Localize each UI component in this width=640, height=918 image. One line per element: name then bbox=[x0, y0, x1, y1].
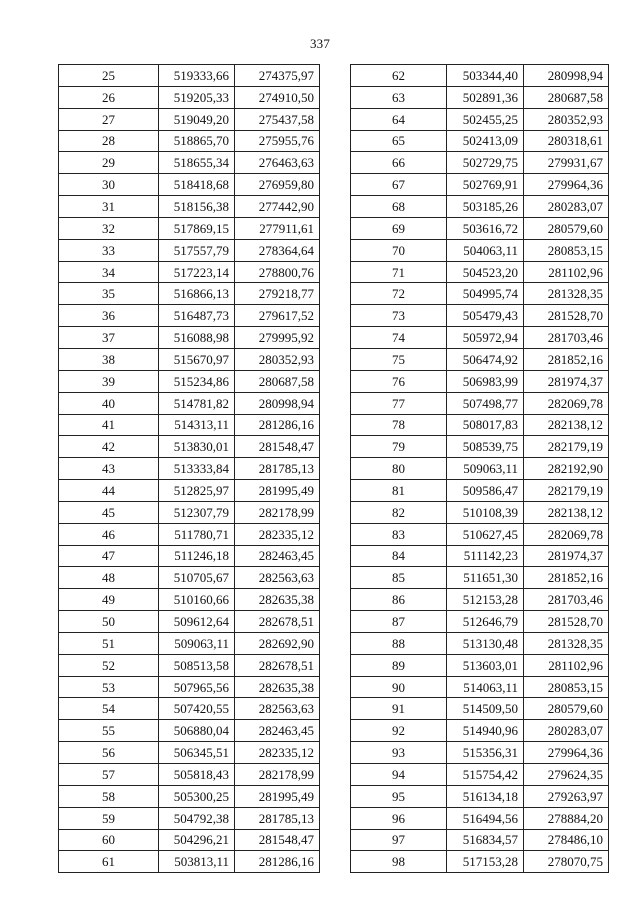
point-number-cell: 25 bbox=[59, 65, 159, 87]
point-number-cell: 61 bbox=[59, 851, 159, 873]
point-number-cell: 43 bbox=[59, 458, 159, 480]
point-number-cell: 67 bbox=[351, 174, 447, 196]
table-row bbox=[351, 501, 609, 523]
table-row bbox=[59, 108, 320, 130]
point-number-cell: 27 bbox=[59, 108, 159, 130]
y-coordinate-cell: 278364,64 bbox=[235, 239, 320, 261]
table-row bbox=[351, 742, 609, 764]
x-coordinate-cell: 515234,86 bbox=[159, 370, 235, 392]
x-coordinate-cell: 505818,43 bbox=[159, 764, 235, 786]
x-coordinate-cell: 511246,18 bbox=[159, 545, 235, 567]
x-coordinate-cell: 514509,50 bbox=[447, 698, 524, 720]
table-row bbox=[351, 545, 609, 567]
x-coordinate-cell: 517869,15 bbox=[159, 217, 235, 239]
point-number-cell: 74 bbox=[351, 327, 447, 349]
y-coordinate-cell: 282635,38 bbox=[235, 676, 320, 698]
table-row bbox=[59, 589, 320, 611]
point-number-cell: 32 bbox=[59, 217, 159, 239]
table-row bbox=[351, 764, 609, 786]
point-number-cell: 41 bbox=[59, 414, 159, 436]
x-coordinate-cell: 513603,01 bbox=[447, 654, 524, 676]
y-coordinate-cell: 282138,12 bbox=[524, 501, 609, 523]
x-coordinate-cell: 515356,31 bbox=[447, 742, 524, 764]
y-coordinate-cell: 282138,12 bbox=[524, 414, 609, 436]
y-coordinate-cell: 282335,12 bbox=[235, 523, 320, 545]
y-coordinate-cell: 278884,20 bbox=[524, 807, 609, 829]
y-coordinate-cell: 279624,35 bbox=[524, 764, 609, 786]
table-row bbox=[351, 720, 609, 742]
y-coordinate-cell: 275437,58 bbox=[235, 108, 320, 130]
y-coordinate-cell: 282069,78 bbox=[524, 523, 609, 545]
point-number-cell: 50 bbox=[59, 611, 159, 633]
point-number-cell: 89 bbox=[351, 654, 447, 676]
x-coordinate-cell: 509612,64 bbox=[159, 611, 235, 633]
point-number-cell: 81 bbox=[351, 480, 447, 502]
x-coordinate-cell: 512307,79 bbox=[159, 501, 235, 523]
table-row bbox=[351, 523, 609, 545]
x-coordinate-cell: 505300,25 bbox=[159, 785, 235, 807]
table-row bbox=[351, 698, 609, 720]
table-row bbox=[59, 305, 320, 327]
point-number-cell: 76 bbox=[351, 370, 447, 392]
table-row bbox=[351, 436, 609, 458]
y-coordinate-cell: 282563,63 bbox=[235, 567, 320, 589]
point-number-cell: 63 bbox=[351, 86, 447, 108]
y-coordinate-cell: 280853,15 bbox=[524, 676, 609, 698]
y-coordinate-cell: 282692,90 bbox=[235, 632, 320, 654]
point-number-cell: 59 bbox=[59, 807, 159, 829]
point-number-cell: 51 bbox=[59, 632, 159, 654]
y-coordinate-cell: 282178,99 bbox=[235, 764, 320, 786]
y-coordinate-cell: 279964,36 bbox=[524, 174, 609, 196]
point-number-cell: 58 bbox=[59, 785, 159, 807]
x-coordinate-cell: 519333,66 bbox=[159, 65, 235, 87]
x-coordinate-cell: 507965,56 bbox=[159, 676, 235, 698]
y-coordinate-cell: 280318,61 bbox=[524, 130, 609, 152]
x-coordinate-cell: 504296,21 bbox=[159, 829, 235, 851]
x-coordinate-cell: 516088,98 bbox=[159, 327, 235, 349]
point-number-cell: 52 bbox=[59, 654, 159, 676]
x-coordinate-cell: 518156,38 bbox=[159, 196, 235, 218]
x-coordinate-cell: 517223,14 bbox=[159, 261, 235, 283]
y-coordinate-cell: 281785,13 bbox=[235, 807, 320, 829]
y-coordinate-cell: 280579,60 bbox=[524, 698, 609, 720]
x-coordinate-cell: 503813,11 bbox=[159, 851, 235, 873]
x-coordinate-cell: 516487,73 bbox=[159, 305, 235, 327]
y-coordinate-cell: 282069,78 bbox=[524, 392, 609, 414]
point-number-cell: 30 bbox=[59, 174, 159, 196]
point-number-cell: 26 bbox=[59, 86, 159, 108]
y-coordinate-cell: 279995,92 bbox=[235, 327, 320, 349]
x-coordinate-cell: 504995,74 bbox=[447, 283, 524, 305]
point-number-cell: 88 bbox=[351, 632, 447, 654]
point-number-cell: 35 bbox=[59, 283, 159, 305]
point-number-cell: 60 bbox=[59, 829, 159, 851]
point-number-cell: 78 bbox=[351, 414, 447, 436]
x-coordinate-cell: 505479,43 bbox=[447, 305, 524, 327]
table-row bbox=[59, 567, 320, 589]
point-number-cell: 91 bbox=[351, 698, 447, 720]
x-coordinate-cell: 504523,20 bbox=[447, 261, 524, 283]
table-row bbox=[351, 348, 609, 370]
x-coordinate-cell: 516494,56 bbox=[447, 807, 524, 829]
point-number-cell: 48 bbox=[59, 567, 159, 589]
x-coordinate-cell: 510160,66 bbox=[159, 589, 235, 611]
y-coordinate-cell: 281548,47 bbox=[235, 436, 320, 458]
point-number-cell: 70 bbox=[351, 239, 447, 261]
x-coordinate-cell: 503185,26 bbox=[447, 196, 524, 218]
point-number-cell: 87 bbox=[351, 611, 447, 633]
x-coordinate-cell: 516866,13 bbox=[159, 283, 235, 305]
y-coordinate-cell: 282192,90 bbox=[524, 458, 609, 480]
table-row bbox=[59, 829, 320, 851]
table-row bbox=[351, 851, 609, 873]
table-row bbox=[59, 327, 320, 349]
table-row bbox=[351, 261, 609, 283]
x-coordinate-cell: 511651,30 bbox=[447, 567, 524, 589]
table-row bbox=[59, 152, 320, 174]
x-coordinate-cell: 502729,75 bbox=[447, 152, 524, 174]
point-number-cell: 82 bbox=[351, 501, 447, 523]
y-coordinate-cell: 281785,13 bbox=[235, 458, 320, 480]
y-coordinate-cell: 282678,51 bbox=[235, 611, 320, 633]
x-coordinate-cell: 510705,67 bbox=[159, 567, 235, 589]
point-number-cell: 57 bbox=[59, 764, 159, 786]
table-row bbox=[351, 632, 609, 654]
table-row bbox=[351, 807, 609, 829]
y-coordinate-cell: 281528,70 bbox=[524, 305, 609, 327]
y-coordinate-cell: 279617,52 bbox=[235, 305, 320, 327]
table-row bbox=[59, 436, 320, 458]
table-row bbox=[351, 65, 609, 87]
table-row bbox=[351, 283, 609, 305]
x-coordinate-cell: 516834,57 bbox=[447, 829, 524, 851]
point-number-cell: 92 bbox=[351, 720, 447, 742]
point-number-cell: 54 bbox=[59, 698, 159, 720]
table-row bbox=[351, 196, 609, 218]
point-number-cell: 31 bbox=[59, 196, 159, 218]
table-row bbox=[351, 654, 609, 676]
y-coordinate-cell: 280352,93 bbox=[524, 108, 609, 130]
x-coordinate-cell: 518865,70 bbox=[159, 130, 235, 152]
point-number-cell: 86 bbox=[351, 589, 447, 611]
point-number-cell: 83 bbox=[351, 523, 447, 545]
x-coordinate-cell: 512825,97 bbox=[159, 480, 235, 502]
y-coordinate-cell: 281286,16 bbox=[235, 414, 320, 436]
x-coordinate-cell: 512646,79 bbox=[447, 611, 524, 633]
x-coordinate-cell: 516134,18 bbox=[447, 785, 524, 807]
table-row bbox=[59, 632, 320, 654]
table-row bbox=[351, 480, 609, 502]
y-coordinate-cell: 281703,46 bbox=[524, 589, 609, 611]
table-row bbox=[351, 130, 609, 152]
y-coordinate-cell: 279263,97 bbox=[524, 785, 609, 807]
x-coordinate-cell: 506983,99 bbox=[447, 370, 524, 392]
point-number-cell: 46 bbox=[59, 523, 159, 545]
y-coordinate-cell: 281102,96 bbox=[524, 654, 609, 676]
point-number-cell: 66 bbox=[351, 152, 447, 174]
y-coordinate-cell: 281548,47 bbox=[235, 829, 320, 851]
table-row bbox=[59, 261, 320, 283]
y-coordinate-cell: 276463,63 bbox=[235, 152, 320, 174]
x-coordinate-cell: 513130,48 bbox=[447, 632, 524, 654]
table-row bbox=[59, 611, 320, 633]
y-coordinate-cell: 281974,37 bbox=[524, 545, 609, 567]
y-coordinate-cell: 280687,58 bbox=[235, 370, 320, 392]
table-row bbox=[59, 545, 320, 567]
y-coordinate-cell: 280352,93 bbox=[235, 348, 320, 370]
y-coordinate-cell: 279964,36 bbox=[524, 742, 609, 764]
y-coordinate-cell: 282463,45 bbox=[235, 720, 320, 742]
x-coordinate-cell: 508539,75 bbox=[447, 436, 524, 458]
point-number-cell: 71 bbox=[351, 261, 447, 283]
y-coordinate-cell: 281995,49 bbox=[235, 785, 320, 807]
x-coordinate-cell: 515754,42 bbox=[447, 764, 524, 786]
y-coordinate-cell: 280579,60 bbox=[524, 217, 609, 239]
point-number-cell: 28 bbox=[59, 130, 159, 152]
y-coordinate-cell: 279931,67 bbox=[524, 152, 609, 174]
point-number-cell: 94 bbox=[351, 764, 447, 786]
y-coordinate-cell: 282563,63 bbox=[235, 698, 320, 720]
point-number-cell: 29 bbox=[59, 152, 159, 174]
point-number-cell: 65 bbox=[351, 130, 447, 152]
point-number-cell: 96 bbox=[351, 807, 447, 829]
page-number: 337 bbox=[309, 36, 331, 51]
table-row bbox=[59, 86, 320, 108]
table-row bbox=[351, 174, 609, 196]
table-row bbox=[59, 501, 320, 523]
table-row bbox=[59, 130, 320, 152]
y-coordinate-cell: 281328,35 bbox=[524, 632, 609, 654]
x-coordinate-cell: 518418,68 bbox=[159, 174, 235, 196]
x-coordinate-cell: 505972,94 bbox=[447, 327, 524, 349]
coordinates-table-left bbox=[58, 64, 320, 873]
table-row bbox=[59, 851, 320, 873]
coordinates-table-right bbox=[350, 64, 609, 873]
y-coordinate-cell: 282463,45 bbox=[235, 545, 320, 567]
point-number-cell: 77 bbox=[351, 392, 447, 414]
table-row bbox=[351, 414, 609, 436]
x-coordinate-cell: 504063,11 bbox=[447, 239, 524, 261]
y-coordinate-cell: 274910,50 bbox=[235, 86, 320, 108]
x-coordinate-cell: 503344,40 bbox=[447, 65, 524, 87]
x-coordinate-cell: 502455,25 bbox=[447, 108, 524, 130]
point-number-cell: 36 bbox=[59, 305, 159, 327]
point-number-cell: 75 bbox=[351, 348, 447, 370]
point-number-cell: 56 bbox=[59, 742, 159, 764]
point-number-cell: 97 bbox=[351, 829, 447, 851]
table-row bbox=[59, 698, 320, 720]
table-row bbox=[351, 327, 609, 349]
point-number-cell: 79 bbox=[351, 436, 447, 458]
x-coordinate-cell: 507420,55 bbox=[159, 698, 235, 720]
table-row bbox=[59, 65, 320, 87]
point-number-cell: 73 bbox=[351, 305, 447, 327]
x-coordinate-cell: 511780,71 bbox=[159, 523, 235, 545]
point-number-cell: 55 bbox=[59, 720, 159, 742]
table-row bbox=[59, 348, 320, 370]
point-number-cell: 40 bbox=[59, 392, 159, 414]
point-number-cell: 62 bbox=[351, 65, 447, 87]
y-coordinate-cell: 282635,38 bbox=[235, 589, 320, 611]
point-number-cell: 44 bbox=[59, 480, 159, 502]
y-coordinate-cell: 281974,37 bbox=[524, 370, 609, 392]
point-number-cell: 38 bbox=[59, 348, 159, 370]
y-coordinate-cell: 276959,80 bbox=[235, 174, 320, 196]
point-number-cell: 39 bbox=[59, 370, 159, 392]
point-number-cell: 85 bbox=[351, 567, 447, 589]
y-coordinate-cell: 282678,51 bbox=[235, 654, 320, 676]
table-row bbox=[351, 829, 609, 851]
table-row bbox=[351, 239, 609, 261]
x-coordinate-cell: 502891,36 bbox=[447, 86, 524, 108]
y-coordinate-cell: 278486,10 bbox=[524, 829, 609, 851]
y-coordinate-cell: 282178,99 bbox=[235, 501, 320, 523]
x-coordinate-cell: 503616,72 bbox=[447, 217, 524, 239]
point-number-cell: 47 bbox=[59, 545, 159, 567]
x-coordinate-cell: 514781,82 bbox=[159, 392, 235, 414]
table-row bbox=[59, 458, 320, 480]
point-number-cell: 42 bbox=[59, 436, 159, 458]
point-number-cell: 84 bbox=[351, 545, 447, 567]
point-number-cell: 80 bbox=[351, 458, 447, 480]
table-row bbox=[351, 305, 609, 327]
y-coordinate-cell: 277442,90 bbox=[235, 196, 320, 218]
x-coordinate-cell: 509063,11 bbox=[447, 458, 524, 480]
y-coordinate-cell: 277911,61 bbox=[235, 217, 320, 239]
table-row bbox=[59, 217, 320, 239]
point-number-cell: 53 bbox=[59, 676, 159, 698]
table-row bbox=[59, 523, 320, 545]
table-row bbox=[59, 283, 320, 305]
table-row bbox=[59, 807, 320, 829]
table-row bbox=[351, 86, 609, 108]
y-coordinate-cell: 280998,94 bbox=[235, 392, 320, 414]
table-row bbox=[59, 764, 320, 786]
x-coordinate-cell: 508513,58 bbox=[159, 654, 235, 676]
point-number-cell: 49 bbox=[59, 589, 159, 611]
y-coordinate-cell: 282179,19 bbox=[524, 480, 609, 502]
table-row bbox=[351, 785, 609, 807]
y-coordinate-cell: 281286,16 bbox=[235, 851, 320, 873]
y-coordinate-cell: 274375,97 bbox=[235, 65, 320, 87]
table-row bbox=[351, 458, 609, 480]
y-coordinate-cell: 275955,76 bbox=[235, 130, 320, 152]
x-coordinate-cell: 502413,09 bbox=[447, 130, 524, 152]
table-row bbox=[59, 174, 320, 196]
y-coordinate-cell: 282335,12 bbox=[235, 742, 320, 764]
table-row bbox=[351, 392, 609, 414]
x-coordinate-cell: 509586,47 bbox=[447, 480, 524, 502]
x-coordinate-cell: 510627,45 bbox=[447, 523, 524, 545]
table-row bbox=[59, 676, 320, 698]
x-coordinate-cell: 509063,11 bbox=[159, 632, 235, 654]
y-coordinate-cell: 281852,16 bbox=[524, 348, 609, 370]
point-number-cell: 98 bbox=[351, 851, 447, 873]
point-number-cell: 64 bbox=[351, 108, 447, 130]
y-coordinate-cell: 278070,75 bbox=[524, 851, 609, 873]
x-coordinate-cell: 506345,51 bbox=[159, 742, 235, 764]
table-row bbox=[351, 567, 609, 589]
point-number-cell: 90 bbox=[351, 676, 447, 698]
table-row bbox=[59, 742, 320, 764]
x-coordinate-cell: 519205,33 bbox=[159, 86, 235, 108]
x-coordinate-cell: 514940,96 bbox=[447, 720, 524, 742]
x-coordinate-cell: 517557,79 bbox=[159, 239, 235, 261]
x-coordinate-cell: 513333,84 bbox=[159, 458, 235, 480]
table-row bbox=[59, 654, 320, 676]
x-coordinate-cell: 504792,38 bbox=[159, 807, 235, 829]
point-number-cell: 95 bbox=[351, 785, 447, 807]
x-coordinate-cell: 506880,04 bbox=[159, 720, 235, 742]
table-row bbox=[59, 370, 320, 392]
point-number-cell: 93 bbox=[351, 742, 447, 764]
y-coordinate-cell: 281328,35 bbox=[524, 283, 609, 305]
table-row bbox=[59, 480, 320, 502]
point-number-cell: 33 bbox=[59, 239, 159, 261]
x-coordinate-cell: 519049,20 bbox=[159, 108, 235, 130]
x-coordinate-cell: 517153,28 bbox=[447, 851, 524, 873]
y-coordinate-cell: 281995,49 bbox=[235, 480, 320, 502]
y-coordinate-cell: 281852,16 bbox=[524, 567, 609, 589]
x-coordinate-cell: 502769,91 bbox=[447, 174, 524, 196]
x-coordinate-cell: 508017,83 bbox=[447, 414, 524, 436]
y-coordinate-cell: 278800,76 bbox=[235, 261, 320, 283]
table-row bbox=[59, 392, 320, 414]
y-coordinate-cell: 280283,07 bbox=[524, 196, 609, 218]
table-row bbox=[351, 108, 609, 130]
point-number-cell: 68 bbox=[351, 196, 447, 218]
y-coordinate-cell: 280283,07 bbox=[524, 720, 609, 742]
x-coordinate-cell: 506474,92 bbox=[447, 348, 524, 370]
y-coordinate-cell: 281703,46 bbox=[524, 327, 609, 349]
table-row bbox=[351, 589, 609, 611]
table-row bbox=[351, 611, 609, 633]
table-row bbox=[351, 370, 609, 392]
table-row bbox=[351, 152, 609, 174]
point-number-cell: 72 bbox=[351, 283, 447, 305]
y-coordinate-cell: 280998,94 bbox=[524, 65, 609, 87]
y-coordinate-cell: 280853,15 bbox=[524, 239, 609, 261]
y-coordinate-cell: 281528,70 bbox=[524, 611, 609, 633]
point-number-cell: 34 bbox=[59, 261, 159, 283]
table-row bbox=[59, 414, 320, 436]
x-coordinate-cell: 514063,11 bbox=[447, 676, 524, 698]
y-coordinate-cell: 281102,96 bbox=[524, 261, 609, 283]
x-coordinate-cell: 510108,39 bbox=[447, 501, 524, 523]
table-row bbox=[59, 785, 320, 807]
x-coordinate-cell: 507498,77 bbox=[447, 392, 524, 414]
table-row bbox=[351, 676, 609, 698]
x-coordinate-cell: 515670,97 bbox=[159, 348, 235, 370]
x-coordinate-cell: 514313,11 bbox=[159, 414, 235, 436]
y-coordinate-cell: 279218,77 bbox=[235, 283, 320, 305]
table-row bbox=[59, 196, 320, 218]
x-coordinate-cell: 518655,34 bbox=[159, 152, 235, 174]
x-coordinate-cell: 512153,28 bbox=[447, 589, 524, 611]
point-number-cell: 69 bbox=[351, 217, 447, 239]
y-coordinate-cell: 280687,58 bbox=[524, 86, 609, 108]
point-number-cell: 45 bbox=[59, 501, 159, 523]
y-coordinate-cell: 282179,19 bbox=[524, 436, 609, 458]
point-number-cell: 37 bbox=[59, 327, 159, 349]
x-coordinate-cell: 513830,01 bbox=[159, 436, 235, 458]
table-row bbox=[351, 217, 609, 239]
x-coordinate-cell: 511142,23 bbox=[447, 545, 524, 567]
table-row bbox=[59, 239, 320, 261]
table-row bbox=[59, 720, 320, 742]
